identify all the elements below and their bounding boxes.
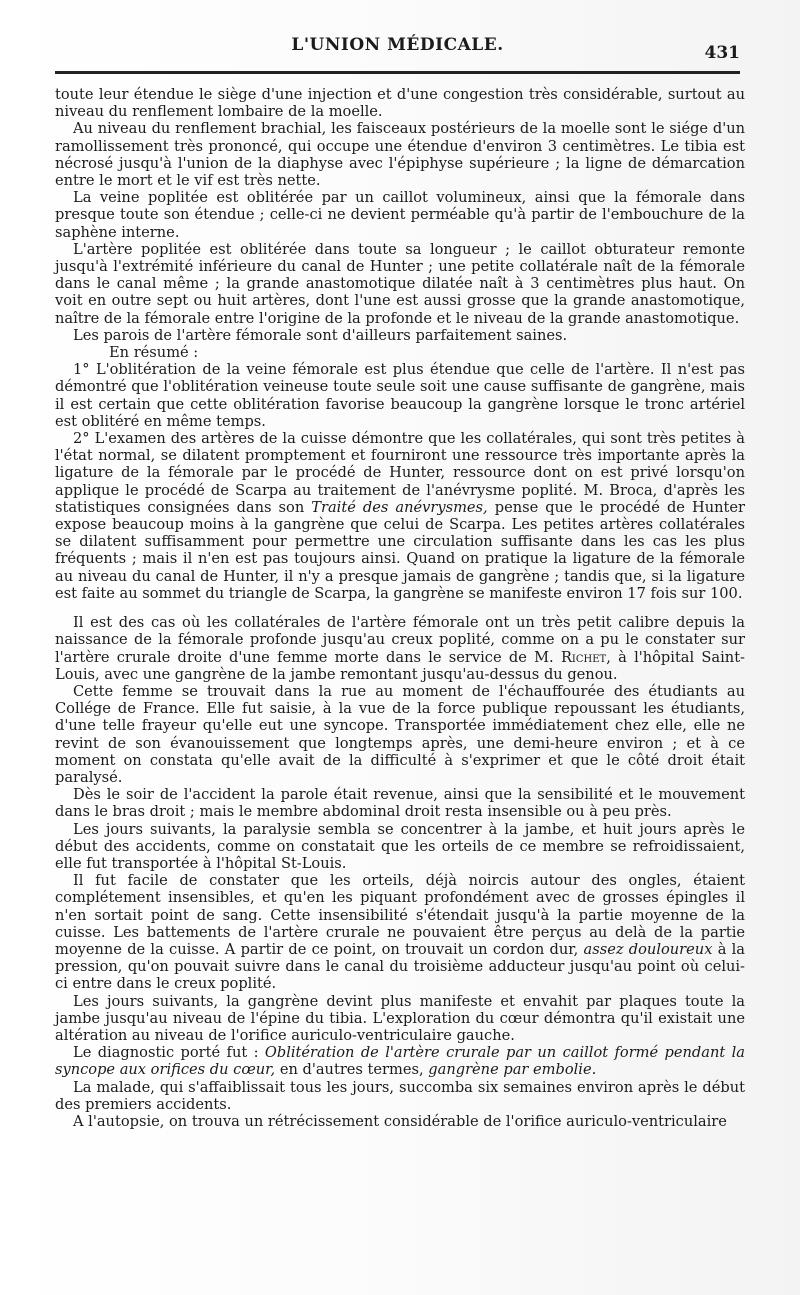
paragraph: La malade, qui s'affaiblissait tous les jours, succomba six semaines environ après le début des premiers accidents. xyxy=(55,1078,745,1113)
text-run: , à l'hôpital Saint-Louis, avec une gangrène de la jambe remontant jusqu'au-dessus du genou. xyxy=(55,648,745,683)
paragraph: Dès le soir de l'accident la parole était revenue, ainsi que la sensibilité et le mouvement dans le bras droit ; mais le membre abdominal droit resta insensible ou à peu près. xyxy=(55,786,745,821)
paragraph: Les jours suivants, la paralysie sembla se concentrer à la jambe, et huit jours après le début des accidents, comme on constatait que les orteils de ce membre se refroidissaient, elle fut transportée à l'hôpital St-Louis. xyxy=(55,820,745,872)
paragraph: Au niveau du renflement brachial, les faisceaux postérieurs de la moelle sont le siége d'un ramollissement très prononcé, qui occupe une étendue d'environ 3 centimètres. Le tibia est nécrosé jusqu'à l'union de la diaphyse avec l'épiphyse supérieure ; la ligne de démarcation entre le mort et le vif est très nette. xyxy=(55,120,745,190)
paragraph: toute leur étendue le siège d'une injection et d'une congestion très considérable, surtout au niveau du renflement lombaire de la moelle. xyxy=(55,86,745,121)
diagnosis: Oblitération de l'artère crurale par un caillot formé pendant la syncope aux orifices du cœur, xyxy=(55,1044,745,1079)
paragraph xyxy=(55,872,745,992)
page-number: 431 xyxy=(704,43,740,63)
paragraph xyxy=(55,430,745,602)
paragraph: 1° L'oblitération de la veine fémorale est plus étendue que celle de l'artère. Il n'est pas démontré que l'oblitération veineuse toute seule soit une cause suffisante de gangrène, mais il est certain que cette oblitération favorise beaucoup la gangrène lorsque le tronc artériel est oblitéré en même temps. xyxy=(55,361,745,430)
paragraph xyxy=(55,1044,745,1078)
article-body xyxy=(55,86,745,1286)
paragraph: Cette femme se trouvait dans la rue au moment de l'échauffourée des étudiants au Collége de France. Elle fut saisie, à la vue de la force publique repoussant les étudiants, d'une telle frayeur qu'elle eut une syncope. Transportée immédiatement chez elle, elle ne revint de son évanouissement que longtemps après, une demi-heure environ ; et à ce moment on constata qu'elle avait de la difficulté à s'exprimer et que le côté droit était paralysé. xyxy=(55,682,745,786)
text-run: Il fut facile de constater que les orteils, déjà noircis autour des ongles, étaient complétement insensibles, et qu'en les piquant profondément avec de grosses épingles il n'en sortait point de sang. Cette insensibilité s'étendait jusqu'à la partie moyenne de la cuisse. Les battements de l'artère crurale ne pouvaient être perçus au delà de la partie moyenne de la cuisse. A partir de ce point, on trouvait un cordon dur, xyxy=(55,872,745,958)
paragraph: L'artère poplitée est oblitérée dans toute sa longueur ; le caillot obturateur remonte jusqu'à l'extrémité inférieure du canal de Hunter ; une petite collatérale naît de la fémorale dans le canal même ; la grande anastomotique dilatée naît à 3 centimètres plus haut. On voit en outre sept ou huit artères, dont l'une est aussi grosse que la grande anastomotique, naître de la fémorale entre l'origine de la profonde et le niveau de la grande anastomotique. xyxy=(55,240,745,327)
text-run: Il est des cas où les collatérales de l'artère fémorale ont un très petit calibre depuis la naissance de la fémorale profonde jusqu'au creux poplité, comme on a pu le constater sur l'artère crurale droite d'une femme morte dans le service de M. xyxy=(55,614,745,666)
paragraph: Les jours suivants, la gangrène devint plus manifeste et envahit par plaques toute la jambe jusqu'au niveau de l'épine du tibia. L'exploration du cœur démontra qu'il existait une altération au niveau de l'orifice auriculo-ventriculaire gauche. xyxy=(55,992,745,1044)
emphasis: gangrène par embolie. xyxy=(428,1061,597,1079)
paragraph: Les parois de l'artère fémorale sont d'ailleurs parfaitement saines. xyxy=(73,326,568,344)
book-title: Traité des anévrysmes, xyxy=(311,498,488,516)
paragraph: A l'autopsie, on trouva un rétrécissement considérable de l'orifice auriculo-ventriculaire xyxy=(73,1112,727,1130)
page-header xyxy=(55,33,740,69)
header-rule xyxy=(55,71,740,74)
text-run: pense que le procédé de Hunter expose beaucoup moins à la gangrène que celui de Scarpa. Les petites artères collatérales se dilatent suffisamment pour permettre une circulation suffisante dans les cas les plus fréquents ; mais il n'en est pas toujours ainsi. Quand on pratique la ligature de la fémorale au niveau du canal de Hunter, il n'y a presque jamais de gangrène ; tandis que, si la ligature est faite au sommet du triangle de Scarpa, la gangrène se manifeste environ 17 fois sur 100. xyxy=(55,498,745,602)
summary-heading: En résumé : xyxy=(109,344,199,362)
paragraph: La veine poplitée est oblitérée par un caillot volumineux, ainsi que la fémorale dans presque toute son étendue ; celle-ci ne devient perméable qu'à partir de l'embouchure de la saphène interne. xyxy=(55,189,745,241)
running-title: L'UNION MÉDICALE. xyxy=(291,35,504,55)
emphasis: assez douloureux xyxy=(583,940,713,958)
person-name: Richet xyxy=(560,648,607,666)
paragraph xyxy=(55,614,745,683)
text-run: en d'autres termes, xyxy=(275,1061,429,1079)
text-run: 2° L'examen des artères de la cuisse démontre que les collatérales, qui sont très petites à l'état normal, se dilatent promptement et fourniront une ressource très importante après la ligature de la fémorale par le procédé de Hunter, ressource dont on est privé lorsqu'on applique le procédé de Scarpa au traitement de l'anévrysme poplité. M. Broca, d'après les statistiques consignées dans son xyxy=(55,430,745,516)
text-run: à la pression, qu'on pouvait suivre dans le canal du troisième adducteur jusqu'au point où celui-ci entre dans le creux poplité. xyxy=(55,940,746,993)
text-run: Le diagnostic porté fut : xyxy=(73,1044,265,1062)
